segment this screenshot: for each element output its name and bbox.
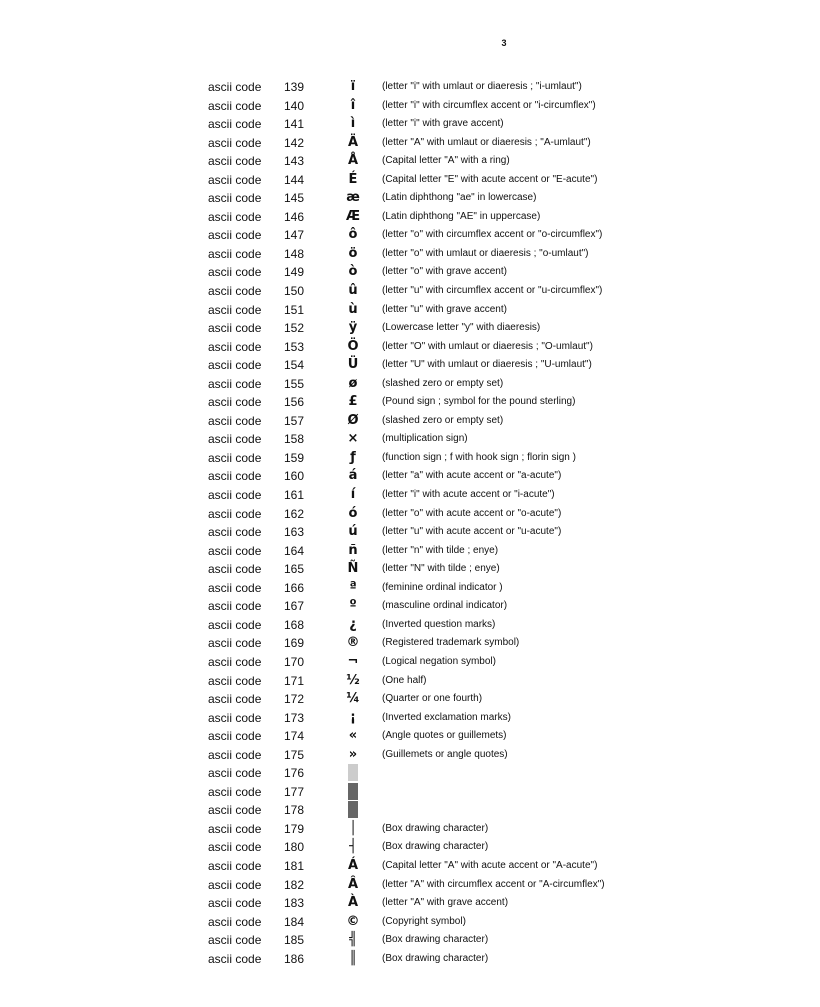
table-row	[0, 653, 820, 672]
table-row	[0, 913, 820, 932]
ascii-code-number: 155	[284, 376, 305, 391]
ascii-code-number: 153	[284, 339, 305, 354]
ascii-character: É	[348, 171, 358, 187]
ascii-code-number: 173	[284, 710, 305, 725]
ascii-code-number: 147	[284, 228, 305, 243]
ascii-character: Ä	[347, 134, 359, 150]
ascii-character: á	[348, 468, 358, 484]
row-label: ascii code	[208, 710, 262, 725]
ascii-character: ×	[347, 431, 359, 447]
table-row	[0, 338, 820, 357]
ascii-code-number: 160	[284, 469, 305, 484]
row-label: ascii code	[208, 858, 262, 873]
character-description: (letter "i" with umlaut or diaeresis ; "i-umlaut")	[382, 81, 582, 92]
row-label: ascii code	[208, 246, 262, 261]
character-description: (Latin diphthong "ae" in lowercase)	[382, 192, 537, 204]
table-row	[0, 467, 820, 486]
table-row	[0, 356, 820, 375]
ascii-character: ║	[349, 950, 357, 966]
ascii-code-number: 167	[284, 599, 305, 614]
ascii-code-number: 158	[284, 432, 305, 447]
character-description: (function sign ; f with hook sign ; florin sign )	[382, 451, 576, 463]
row-label: ascii code	[208, 951, 262, 966]
ascii-code-number: 161	[284, 488, 305, 503]
table-row	[0, 245, 820, 264]
ascii-code-number: 168	[284, 617, 305, 632]
row-label: ascii code	[208, 747, 262, 762]
row-label: ascii code	[208, 673, 262, 688]
table-row	[0, 801, 820, 820]
row-label: ascii code	[208, 432, 262, 447]
ascii-character: Å	[347, 153, 359, 169]
table-row	[0, 412, 820, 431]
ascii-code-number: 178	[284, 803, 305, 818]
ascii-code-number: 183	[284, 896, 305, 911]
table-row	[0, 208, 820, 227]
row-label: ascii code	[208, 543, 262, 558]
row-label: ascii code	[208, 321, 262, 336]
table-row	[0, 486, 820, 505]
ascii-character: Ø	[347, 412, 359, 428]
character-description: (slashed zero or empty set)	[382, 414, 504, 426]
table-row	[0, 690, 820, 709]
ascii-character: «	[348, 728, 358, 744]
character-description: (letter "i" with circumflex accent or "i-circumflex")	[382, 99, 596, 111]
table-row	[0, 393, 820, 412]
row-label: ascii code	[208, 877, 262, 892]
row-label: ascii code	[208, 98, 262, 113]
table-row	[0, 97, 820, 116]
row-label: ascii code	[208, 599, 262, 614]
page-number: 3	[501, 38, 507, 48]
ascii-character: ö	[348, 245, 358, 261]
table-row	[0, 226, 820, 245]
shade-block-light	[348, 764, 358, 781]
table-row	[0, 616, 820, 635]
row-label: ascii code	[208, 525, 262, 540]
row-label: ascii code	[208, 135, 262, 150]
character-description: (letter "u" with circumflex accent or "u-circumflex")	[382, 285, 603, 297]
ascii-character: ï	[350, 79, 356, 94]
character-description: (letter "i" with grave accent)	[382, 118, 504, 130]
ascii-code-number: 141	[284, 117, 305, 132]
row-label: ascii code	[208, 784, 262, 799]
ascii-table	[0, 78, 820, 968]
ascii-code-number: 156	[284, 395, 305, 410]
table-row	[0, 727, 820, 746]
row-label: ascii code	[208, 562, 262, 577]
ascii-character: £	[348, 394, 358, 410]
character-description: (Quarter or one fourth)	[382, 693, 483, 705]
ascii-code-number: 171	[284, 673, 305, 688]
table-row	[0, 672, 820, 691]
character-description: (Capital letter "E" with acute accent or "E-acute")	[382, 173, 598, 185]
table-row	[0, 634, 820, 653]
ascii-code-number: 149	[284, 265, 305, 280]
row-label: ascii code	[208, 580, 262, 595]
ascii-code-number: 159	[284, 450, 305, 465]
character-description: (Inverted question marks)	[382, 618, 496, 630]
table-row	[0, 301, 820, 320]
ascii-code-number: 174	[284, 729, 305, 744]
ascii-code-number: 152	[284, 321, 305, 336]
table-row	[0, 263, 820, 282]
table-row	[0, 950, 820, 969]
ascii-code-number: 185	[284, 933, 305, 948]
ascii-code-number: 142	[284, 135, 305, 150]
ascii-character: Æ	[345, 208, 361, 224]
ascii-code-number: 179	[284, 821, 305, 836]
row-label: ascii code	[208, 692, 262, 707]
table-row	[0, 152, 820, 171]
character-description: (Latin diphthong "AE" in uppercase)	[382, 210, 541, 222]
shade-block-glyph	[338, 764, 368, 783]
row-label: ascii code	[208, 896, 262, 911]
ascii-code-number: 163	[284, 525, 305, 540]
ascii-code-number: 154	[284, 358, 305, 373]
ascii-character: ┤	[349, 839, 357, 855]
ascii-code-number: 148	[284, 246, 305, 261]
character-description: (Logical negation symbol)	[382, 655, 496, 667]
ascii-code-number: 165	[284, 562, 305, 577]
table-row	[0, 115, 820, 134]
ascii-code-number: 170	[284, 654, 305, 669]
ascii-character: ú	[348, 524, 358, 540]
character-description: (Inverted exclamation marks)	[382, 711, 511, 723]
row-label: ascii code	[208, 933, 262, 948]
table-row	[0, 746, 820, 765]
character-description: (Angle quotes or guillemets)	[382, 730, 507, 742]
character-description: (Capital letter "A" with a ring)	[382, 155, 510, 167]
character-description: (Box drawing character)	[382, 934, 489, 946]
ascii-code-number: 180	[284, 840, 305, 855]
row-label: ascii code	[208, 191, 262, 206]
row-label: ascii code	[208, 339, 262, 354]
ascii-character: ô	[348, 227, 358, 243]
row-label: ascii code	[208, 617, 262, 632]
row-label: ascii code	[208, 154, 262, 169]
ascii-character: À	[347, 895, 359, 911]
character-description: (Guillemets or angle quotes)	[382, 748, 508, 760]
row-label: ascii code	[208, 803, 262, 818]
table-row	[0, 282, 820, 301]
ascii-character: »	[348, 746, 358, 762]
ascii-code-number: 182	[284, 877, 305, 892]
ascii-character: ù	[348, 301, 358, 317]
character-description: (multiplication sign)	[382, 433, 468, 445]
ascii-code-number: 150	[284, 284, 305, 299]
character-description: (letter "A" with umlaut or diaeresis ; "A-umlaut")	[382, 136, 591, 148]
ascii-code-number: 151	[284, 302, 305, 317]
row-label: ascii code	[208, 636, 262, 651]
ascii-character: │	[349, 820, 357, 836]
ascii-character: ¡	[350, 709, 356, 725]
ascii-character: ó	[348, 505, 358, 521]
character-description: (letter "o" with acute accent or "o-acute")	[382, 507, 562, 519]
ascii-code-number: 139	[284, 80, 305, 94]
row-label: ascii code	[208, 172, 262, 187]
row-label: ascii code	[208, 395, 262, 410]
row-label: ascii code	[208, 80, 262, 94]
character-description: (letter "a" with acute accent or "a-acute")	[382, 470, 562, 482]
character-description: (Box drawing character)	[382, 952, 489, 964]
row-label: ascii code	[208, 469, 262, 484]
ascii-code-number: 184	[284, 914, 305, 929]
character-description: (feminine ordinal indicator )	[382, 581, 503, 593]
character-description: (Pound sign ; symbol for the pound sterling)	[382, 396, 576, 408]
table-row	[0, 931, 820, 950]
character-description: (letter "O" with umlaut or diaeresis ; "O-umlaut")	[382, 340, 593, 352]
ascii-code-number: 176	[284, 766, 305, 781]
character-description: (Lowercase letter "y" with diaeresis)	[382, 322, 541, 334]
ascii-code-number: 172	[284, 692, 305, 707]
table-row	[0, 449, 820, 468]
ascii-code-number: 144	[284, 172, 305, 187]
table-row	[0, 838, 820, 857]
ascii-character: ÿ	[348, 320, 358, 336]
ascii-code-number: 175	[284, 747, 305, 762]
character-description: (letter "i" with acute accent or "i-acute")	[382, 489, 555, 501]
character-description: (Copyright symbol)	[382, 915, 466, 927]
ascii-character: Â	[347, 876, 359, 892]
row-label: ascii code	[208, 506, 262, 521]
ascii-character: ì	[350, 116, 356, 132]
table-row	[0, 189, 820, 208]
row-label: ascii code	[208, 376, 262, 391]
ascii-code-number: 166	[284, 580, 305, 595]
table-row	[0, 78, 820, 97]
character-description: (Box drawing character)	[382, 841, 489, 853]
ascii-character: ø	[348, 375, 358, 391]
ascii-character: ò	[348, 264, 358, 280]
row-label: ascii code	[208, 302, 262, 317]
row-label: ascii code	[208, 209, 262, 224]
character-description: (letter "u" with grave accent)	[382, 303, 507, 315]
ascii-code-number: 143	[284, 154, 305, 169]
character-description: (letter "n" with tilde ; enye)	[382, 544, 499, 556]
character-description: (letter "u" with acute accent or "u-acute")	[382, 526, 562, 538]
row-label: ascii code	[208, 228, 262, 243]
ascii-character: Ü	[347, 357, 359, 373]
table-row	[0, 820, 820, 839]
row-label: ascii code	[208, 284, 262, 299]
row-label: ascii code	[208, 914, 262, 929]
row-label: ascii code	[208, 488, 262, 503]
table-row	[0, 597, 820, 616]
row-label: ascii code	[208, 840, 262, 855]
ascii-character: í	[350, 487, 356, 503]
table-row	[0, 375, 820, 394]
character-description: (letter "U" with umlaut or diaeresis ; "U-umlaut")	[382, 359, 592, 371]
character-description: (Capital letter "A" with acute accent or "A-acute")	[382, 859, 598, 871]
table-row	[0, 542, 820, 561]
ascii-character: Á	[347, 857, 359, 873]
table-row	[0, 319, 820, 338]
table-row	[0, 505, 820, 524]
table-row	[0, 764, 820, 783]
ascii-character: ¼	[346, 691, 360, 707]
ascii-character: ½	[346, 672, 360, 688]
character-description: (One half)	[382, 674, 427, 686]
character-description: (Registered trademark symbol)	[382, 637, 520, 649]
ascii-character: º	[349, 598, 357, 614]
row-label: ascii code	[208, 821, 262, 836]
character-description: (letter "o" with grave accent)	[382, 266, 507, 278]
ascii-code-number: 186	[284, 951, 305, 966]
row-label: ascii code	[208, 766, 262, 781]
table-row	[0, 894, 820, 913]
ascii-code-number: 177	[284, 784, 305, 799]
ascii-code-number: 169	[284, 636, 305, 651]
row-label: ascii code	[208, 729, 262, 744]
table-row	[0, 560, 820, 579]
ascii-code-number: 157	[284, 413, 305, 428]
ascii-code-number: 164	[284, 543, 305, 558]
ascii-character: ñ	[348, 542, 358, 558]
row-label: ascii code	[208, 654, 262, 669]
ascii-character: ╣	[349, 932, 357, 948]
ascii-character: ƒ	[350, 449, 356, 465]
row-label: ascii code	[208, 413, 262, 428]
ascii-character: æ	[346, 190, 360, 206]
ascii-character: ª	[349, 579, 357, 595]
ascii-character: Ñ	[347, 561, 359, 577]
ascii-character: ¿	[349, 616, 357, 632]
table-row	[0, 579, 820, 598]
character-description: (slashed zero or empty set)	[382, 377, 504, 389]
table-row	[0, 857, 820, 876]
table-row	[0, 430, 820, 449]
shade-block-medium	[348, 783, 358, 800]
ascii-character: ¬	[347, 653, 359, 669]
table-row	[0, 171, 820, 190]
ascii-code-number: 162	[284, 506, 305, 521]
row-label: ascii code	[208, 358, 262, 373]
character-description: (letter "A" with circumflex accent or "A-circumflex")	[382, 878, 605, 890]
row-label: ascii code	[208, 265, 262, 280]
ascii-character: î	[350, 97, 356, 113]
character-description: (letter "A" with grave accent)	[382, 897, 509, 909]
ascii-character: Ö	[347, 338, 359, 354]
table-row	[0, 134, 820, 153]
table-row	[0, 523, 820, 542]
table-row	[0, 709, 820, 728]
shade-block-glyph	[338, 783, 368, 802]
ascii-code-number: 140	[284, 98, 305, 113]
table-row	[0, 783, 820, 802]
ascii-character: ©	[346, 913, 360, 929]
character-description: (masculine ordinal indicator)	[382, 600, 508, 612]
character-description: (Box drawing character)	[382, 822, 489, 834]
ascii-code-number: 145	[284, 191, 305, 206]
character-description: (letter "N" with tilde ; enye)	[382, 563, 500, 575]
table-row	[0, 876, 820, 895]
character-description: (letter "o" with circumflex accent or "o-circumflex")	[382, 229, 603, 241]
ascii-code-number: 181	[284, 858, 305, 873]
ascii-character: ®	[346, 635, 360, 651]
shade-block-glyph	[338, 801, 368, 820]
row-label: ascii code	[208, 450, 262, 465]
character-description: (letter "o" with umlaut or diaeresis ; "o-umlaut")	[382, 247, 589, 259]
ascii-code-number: 146	[284, 209, 305, 224]
shade-block-dark	[348, 801, 358, 818]
ascii-character: û	[348, 283, 358, 299]
row-label: ascii code	[208, 117, 262, 132]
